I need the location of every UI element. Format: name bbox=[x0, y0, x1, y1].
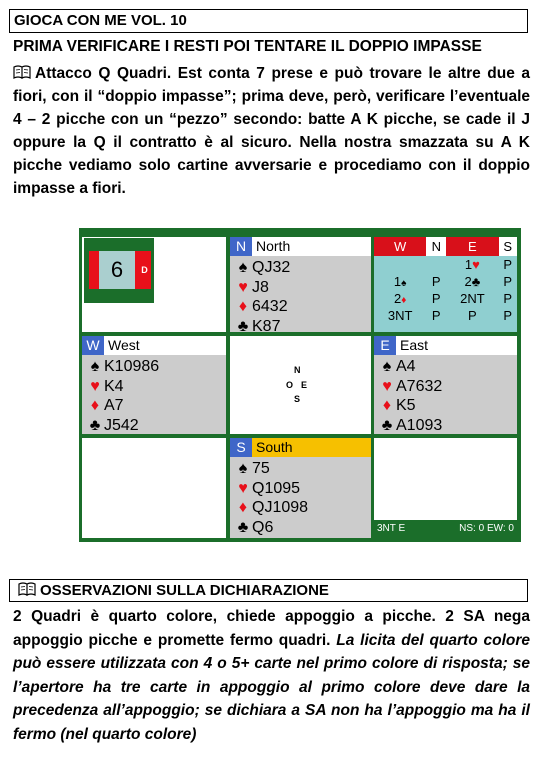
east-spades: ♠ A4 bbox=[378, 357, 513, 377]
observations-header bbox=[9, 579, 528, 602]
club-icon: ♣ bbox=[237, 518, 249, 536]
north-spades: ♠ QJ32 bbox=[234, 258, 367, 278]
heart-icon: ♥ bbox=[238, 479, 248, 497]
club-icon: ♣ bbox=[237, 317, 249, 335]
auction-row: 3NT P P P bbox=[387, 308, 513, 323]
east-hearts: ♥ A7632 bbox=[378, 377, 513, 397]
empty-cell bbox=[82, 438, 226, 538]
south-hearts: ♥ Q1095 bbox=[234, 479, 367, 499]
north-hearts: ♥ J8 bbox=[234, 278, 367, 298]
score: NS: 0 EW: 0 bbox=[459, 523, 514, 534]
west-diamonds: ♦ A7 bbox=[86, 396, 222, 416]
seat-badge-south: S bbox=[230, 438, 252, 457]
intro-text: Attacco Q Quadri. Est conta 7 prese e può trovare le altre due a fiori, con il “doppio impasse”; prima deve, però, verificare l’eventuale 4 – 2 picche con un “pezzo” secondo: batte A K picche, se cade il J oppure la Q il contratto è al sicuro. Nella nostra smazzata su A K picche vediamo solo cartine avversarie e procediamo con il doppio impasse a fiori. bbox=[13, 65, 530, 197]
bid-2d: 2♦ bbox=[393, 291, 407, 306]
bid-2c: 2♣ bbox=[464, 274, 481, 289]
auction-row: 1♠ P 2♣ P bbox=[374, 273, 517, 290]
auction-header-west: W bbox=[374, 237, 426, 256]
board-number: 6 bbox=[99, 251, 135, 289]
seat-name-west: West bbox=[108, 337, 140, 353]
page-title: GIOCA CON ME VOL. 10 bbox=[9, 9, 528, 33]
spade-icon: ♠ bbox=[90, 358, 100, 375]
club-icon: ♣ bbox=[89, 416, 101, 434]
contract: 3NT E bbox=[377, 523, 406, 534]
board-info bbox=[82, 237, 226, 332]
table-center bbox=[230, 336, 371, 434]
bid-1s: 1♠ bbox=[393, 274, 407, 289]
result-panel bbox=[374, 438, 517, 538]
spade-icon: ♠ bbox=[238, 460, 248, 477]
spade-icon: ♠ bbox=[382, 358, 392, 375]
section-title: PRIMA VERIFICARE I RESTI POI TENTARE IL DOPPIO IMPASSE bbox=[13, 38, 482, 55]
seat-badge-east: E bbox=[374, 336, 396, 355]
seat-name-south: South bbox=[256, 439, 293, 455]
hand-north bbox=[230, 237, 371, 335]
south-clubs: ♣ Q6 bbox=[234, 518, 367, 538]
heart-icon: ♥ bbox=[90, 377, 100, 395]
auction-header-east: E bbox=[446, 237, 498, 256]
diamond-icon: ♦ bbox=[382, 397, 392, 414]
intro-paragraph bbox=[13, 62, 530, 200]
auction-header-south: S bbox=[499, 237, 517, 256]
spade-icon: ♠ bbox=[238, 259, 248, 276]
observations-title: OSSERVAZIONI SULLA DICHIARAZIONE bbox=[40, 582, 329, 599]
bid-1h: 1♥ bbox=[464, 257, 480, 272]
north-diamonds: ♦ 6432 bbox=[234, 297, 367, 317]
auction-row: 2♦ P 2NT P bbox=[374, 290, 517, 307]
diamond-icon: ♦ bbox=[90, 397, 100, 414]
auction-row: 1♥ P bbox=[374, 256, 517, 273]
west-hearts: ♥ K4 bbox=[86, 377, 222, 397]
west-spades: ♠ K10986 bbox=[86, 357, 222, 377]
bridge-diagram bbox=[79, 228, 521, 542]
heart-icon: ♥ bbox=[238, 278, 248, 296]
hand-west bbox=[82, 336, 226, 434]
east-diamonds: ♦ K5 bbox=[378, 396, 513, 416]
diamond-icon: ♦ bbox=[238, 499, 248, 516]
compass-icon: N O E S bbox=[286, 363, 308, 407]
south-spades: ♠ 75 bbox=[234, 459, 367, 479]
west-clubs: ♣ J542 bbox=[86, 416, 222, 436]
observations-plain: 2 Quadri è quarto colore, chiede appoggio a picche. 2 SA nega appoggio picche e promette fermo quadri. bbox=[13, 608, 530, 649]
seat-badge-north: N bbox=[230, 237, 252, 256]
east-clubs: ♣ A1093 bbox=[378, 416, 513, 436]
hand-south bbox=[230, 438, 371, 538]
observations-italic: La licita del quarto colore può essere utilizzata con 4 o 5+ carte nel primo colore di risposta; se l’apertore ha tre carte in appoggio al primo colore deve dare la precedenza all’appoggio; se dichiara a SA non ha l’appoggio ma ha il fermo (nel quarto colore) bbox=[13, 631, 530, 743]
club-icon: ♣ bbox=[381, 416, 393, 434]
book-icon bbox=[13, 65, 31, 79]
diamond-icon: ♦ bbox=[238, 298, 248, 315]
south-diamonds: ♦ QJ1098 bbox=[234, 498, 367, 518]
seat-name-east: East bbox=[400, 337, 429, 353]
north-clubs: ♣ K87 bbox=[234, 317, 367, 337]
seat-name-north: North bbox=[256, 238, 291, 254]
auction-header-north: N bbox=[426, 237, 446, 256]
auction-table bbox=[374, 237, 517, 332]
book-icon bbox=[18, 582, 36, 596]
heart-icon: ♥ bbox=[382, 377, 392, 395]
dealer-marker: D bbox=[141, 265, 148, 275]
observations-text bbox=[13, 605, 530, 746]
hand-east bbox=[374, 336, 517, 434]
seat-badge-west: W bbox=[82, 336, 104, 355]
